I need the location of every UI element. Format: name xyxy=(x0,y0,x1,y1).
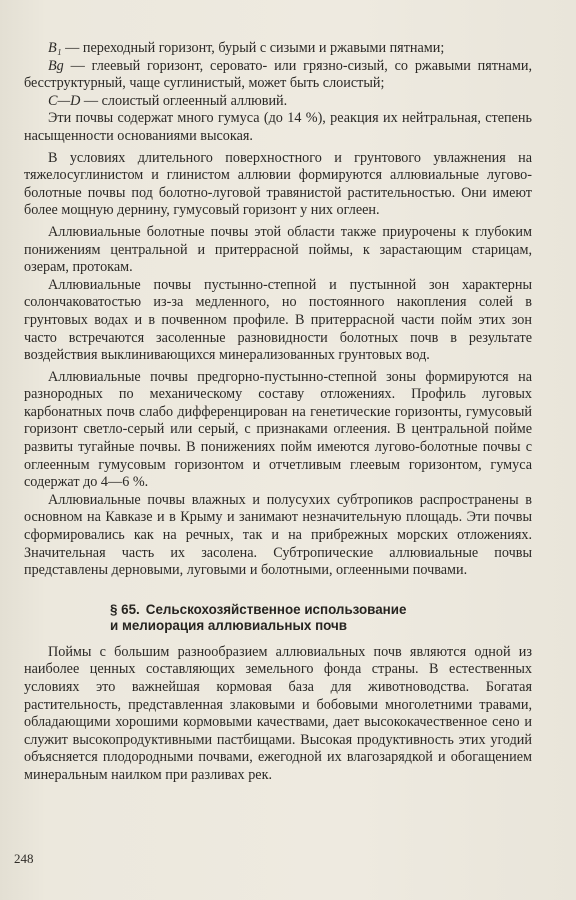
horizon-term: C—D xyxy=(48,92,81,109)
page-number: 248 xyxy=(14,851,34,866)
body-paragraph: Эти почвы содержат много гумуса (до 14 %), реакция их нейтральная, степень насыщенности основаниями высокая. xyxy=(24,110,532,144)
text-column xyxy=(24,40,532,785)
horizon-description: — переходный горизонт, бурый с сизыми и ржавыми пятнами; xyxy=(61,40,445,56)
section-heading xyxy=(24,602,532,635)
section-title-line2: и мелиорация аллювиальных почв xyxy=(110,618,348,634)
horizon-description: — глеевый горизонт, серовато- или грязно-сизый, со ржавыми пятнами, бесструктурный, чаще суглинистый, может быть слоистый; xyxy=(24,57,532,92)
body-paragraph: Аллювиальные болотные почвы этой области также приурочены к глубоким понижениям центральной и притеррасной поймы, к зарастающим старицам, озерам, протокам. xyxy=(24,223,532,276)
definition-bg xyxy=(24,58,532,93)
horizon-term: B₁ xyxy=(48,40,62,56)
definition-cd xyxy=(24,93,532,111)
horizon-term: Bg xyxy=(48,57,64,74)
body-paragraph: В условиях длительного поверхностного и грунтового увлажнения на тяжелосуглинистом и глинистом аллювии формируются аллювиальные лугово-болотные почвы под болотно-луговой травянистой растительностью. Они имеют более мощную дернину, гумусовый горизонт у них оглеен. xyxy=(24,149,532,219)
body-paragraph: Аллювиальные почвы влажных и полусухих субтропиков распространены в основном на Кавказе и в Крыму и занимают незначительную площадь. Эти почвы сформировались как на речных, так и на прибрежных морских отложениях. Значительная часть их засолена. Субтропические аллювиальные почвы представлены дерновыми, луговыми и болотными, оглеенными почвами. xyxy=(24,491,532,579)
definition-b1 xyxy=(24,40,532,58)
section-paragraph: Поймы с большим разнообразием аллювиальных почв являются одной из наиболее ценных составляющих земельного фонда страны. В естественных условиях это важнейшая кормовая база для животноводства. Богатая растительность, представленная злаковыми и бобовыми многолетними травами, обладающими хорошими кормовыми качествами, дает высококачественное сено и служит высокопродуктивными пастбищами. Высокая продуктивность этих угодий объясняется плодородными почвами, ежегодной их влагозарядкой и обогащением минеральным наилком при разливах рек. xyxy=(24,643,532,783)
body-paragraph: Аллювиальные почвы пустынно-степной и пустынной зон характерны солончаковатостью из-за медленного, но постоянного накопления солей в грунтовых водах и в почвенном профиле. В притеррасной части пойм этих зон часто встречаются засоленные разновидности болотных почв в результате воздействия выклинивающихся минерализованных грунтовых вод. xyxy=(24,276,532,364)
horizon-description: — слоистый оглеенный аллювий. xyxy=(80,92,288,109)
body-paragraph: Аллювиальные почвы предгорно-пустынно-степной зоны формируются на разнородных по механическому составу отложениях. Профиль луговых карбонатных почв слабо дифференцирован на генетические горизонты, гумусовый горизонт светло-серый или серый, с признаками оглеения. В центральной пойме развиты тугайные почвы. В понижениях пойм имеются лугово-болотные почвы с оглеенным гумусовым горизонтом и отчетливым глеевым горизонтом, гумуса содержат до 4—6 %. xyxy=(24,368,532,491)
section-number: § 65. xyxy=(110,601,140,617)
section-title-line1: Сельскохозяйственное использование xyxy=(145,601,407,617)
